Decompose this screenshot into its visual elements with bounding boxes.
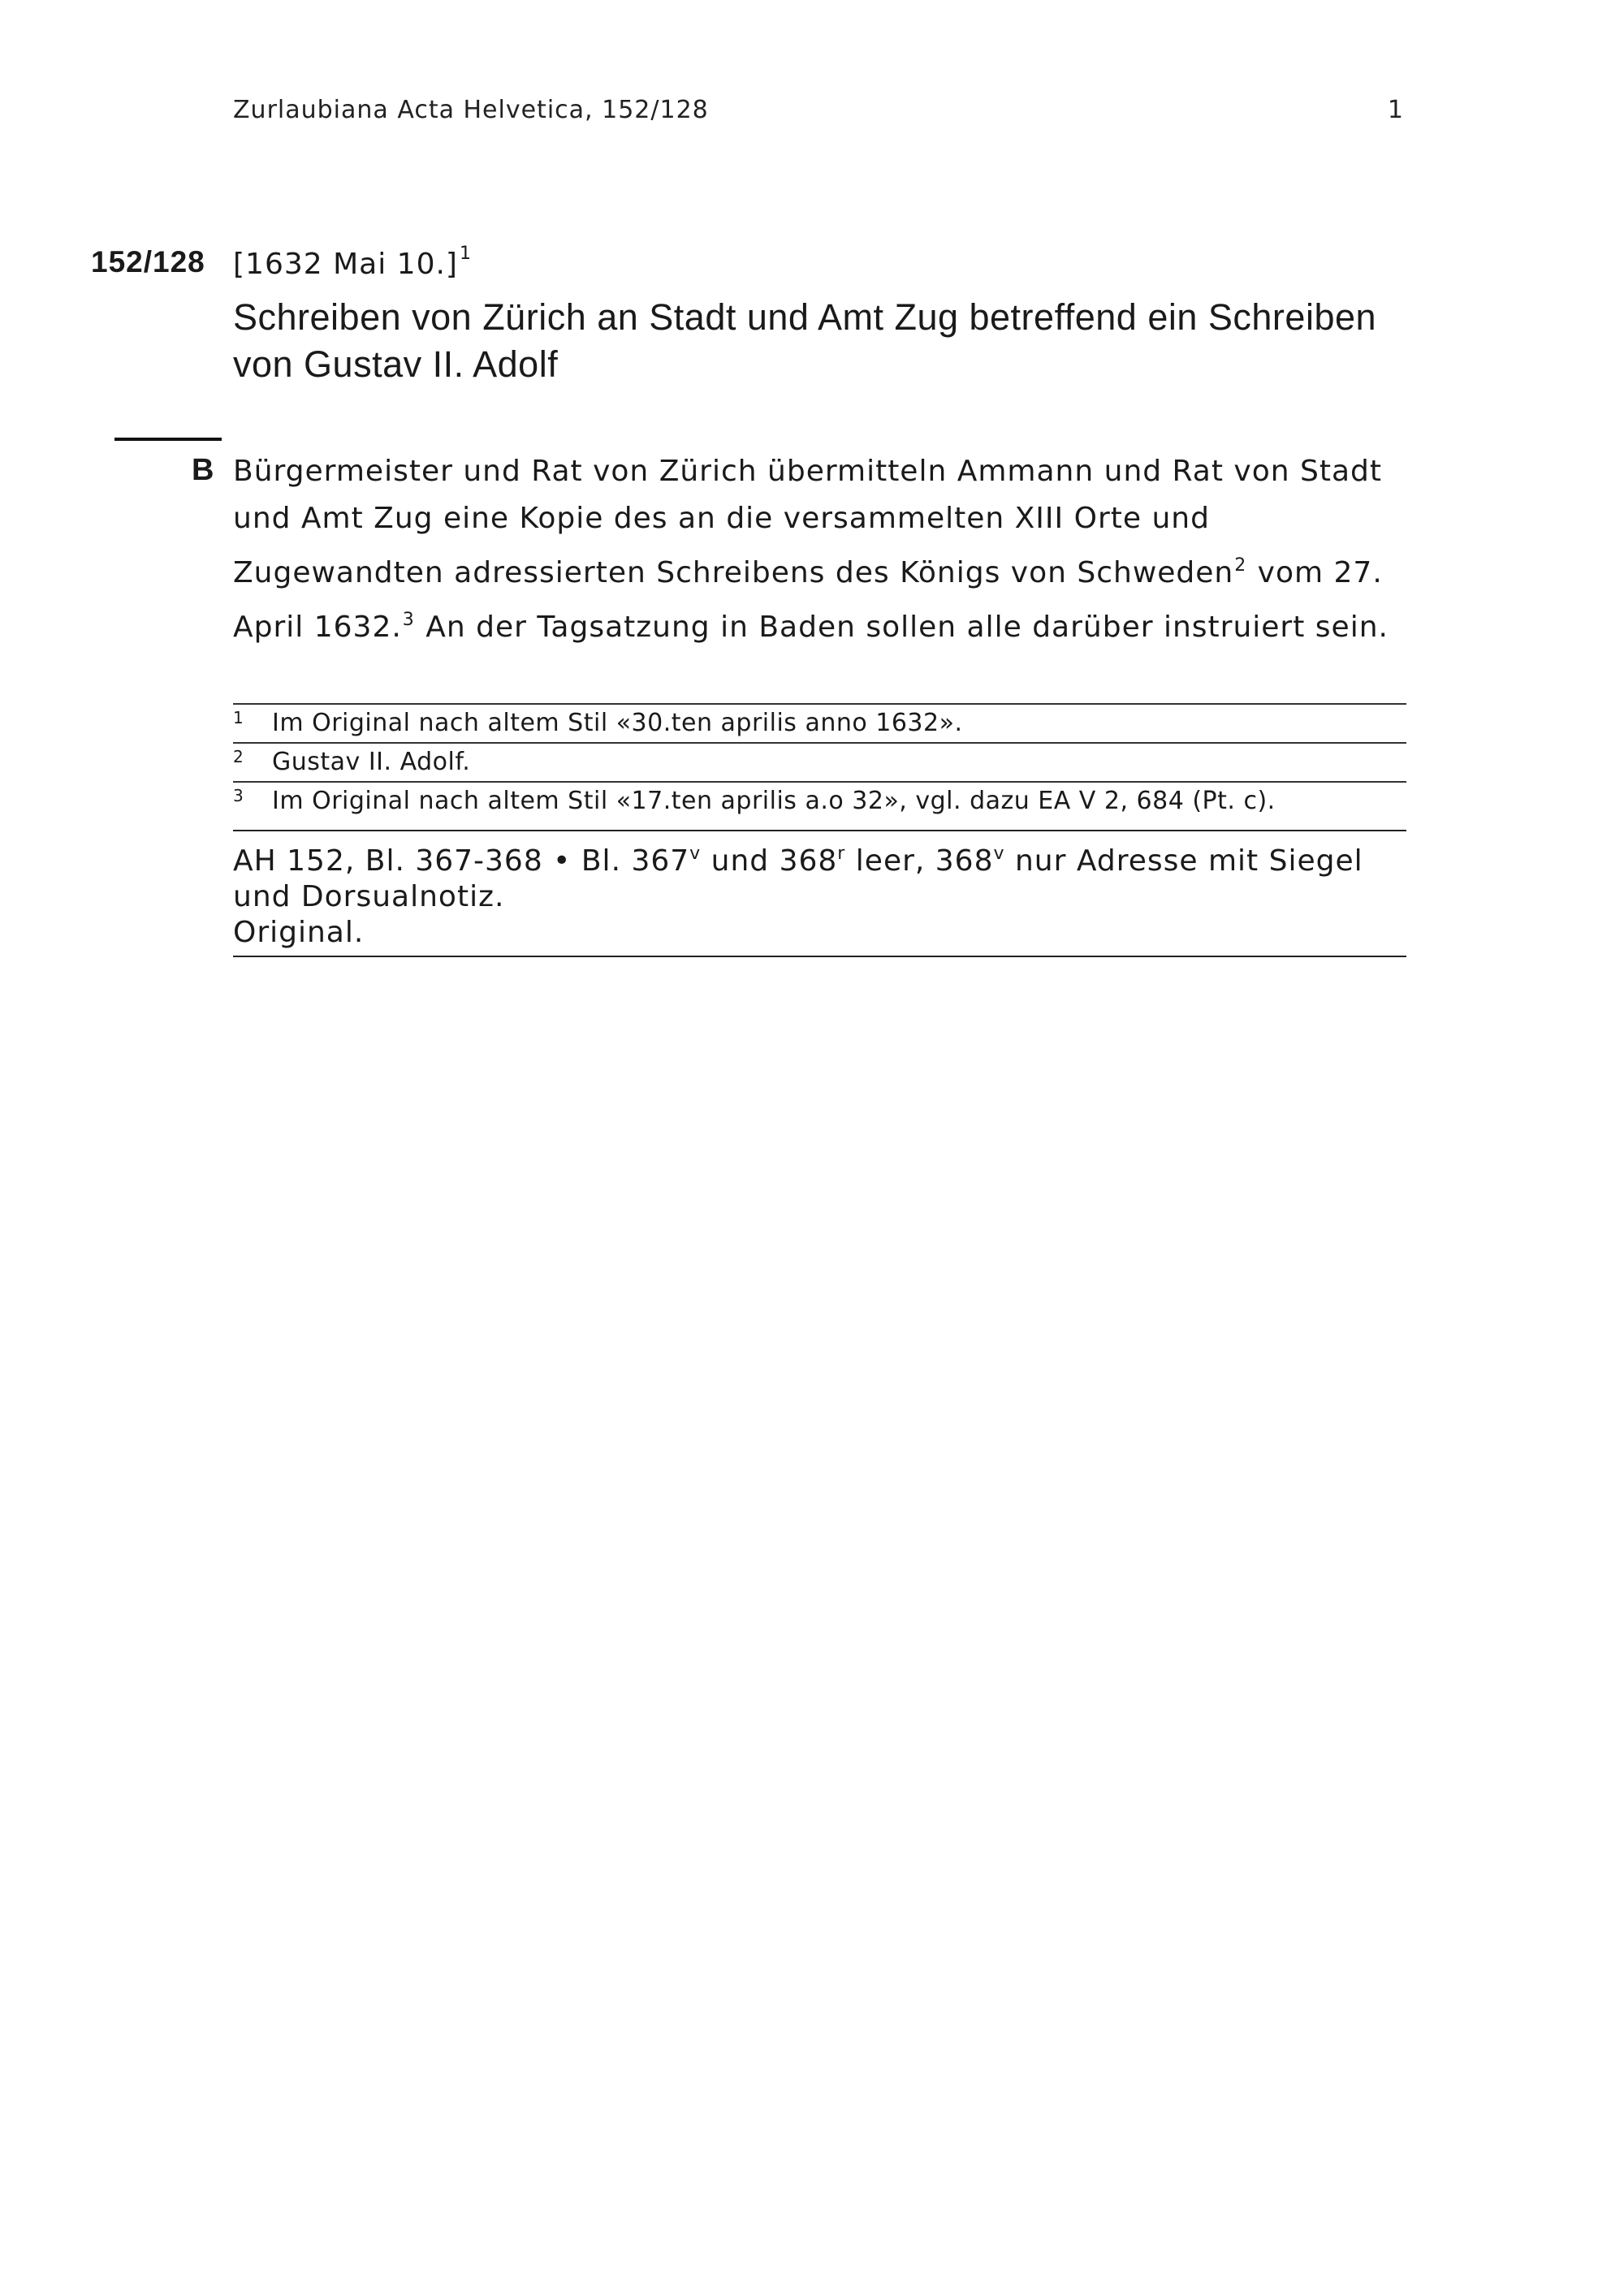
footnote-text: Gustav II. Adolf. [272, 748, 471, 776]
document-date [233, 244, 472, 281]
source-line-2: Original. [233, 916, 365, 949]
footnote-mark: 1 [233, 708, 244, 727]
document-number: 152/128 [91, 245, 205, 278]
footnote [233, 742, 1406, 781]
source-part-4: nur Adresse mit Siegel und Dorsualnotiz. [233, 844, 1363, 913]
source-sup-1: v [689, 844, 702, 864]
source-part-3: leer, 368 [845, 844, 994, 878]
document-title: Schreiben von Zürich an Stadt und Amt Zug betreffend ein Schreiben von Gustav II. Adolf [233, 296, 1377, 385]
regest-part-3: An der Tagsatzung in Baden sollen alle darüber instruiert sein. [415, 611, 1389, 644]
source-part-2: und 368 [701, 844, 838, 878]
footnote [233, 781, 1406, 820]
source-sup-3: v [993, 844, 1005, 864]
running-head: Zurlaubiana Acta Helvetica, 152/128 [233, 96, 709, 124]
source-citation [233, 830, 1406, 957]
footnote-ref-1: 1 [459, 244, 472, 264]
page-number: 1 [1387, 96, 1403, 124]
source-sup-2: r [837, 844, 846, 864]
regest-text [233, 448, 1410, 651]
date-text: [1632 Mai 10.] [233, 248, 458, 281]
footnote [233, 703, 1406, 742]
regest-part-2: vom 27. April 1632. [233, 556, 1383, 644]
footnotes [233, 703, 1406, 820]
source-part-1: AH 152, Bl. 367-368 • Bl. 367 [233, 844, 690, 878]
footnote-ref-3: 3 [402, 610, 415, 630]
footnote-mark: 2 [233, 747, 244, 766]
footnote-text: Im Original nach altem Stil «17.ten aprilis a.o 32», vgl. dazu EA V 2, 684 (Pt. c). [272, 787, 1276, 815]
footnote-text: Im Original nach altem Stil «30.ten aprilis anno 1632». [272, 709, 963, 737]
section-marker: B [192, 453, 214, 487]
source-line-1 [233, 836, 1406, 915]
footnote-mark: 3 [233, 786, 244, 805]
section-rule [114, 438, 222, 441]
footnote-ref-2: 2 [1234, 555, 1247, 576]
regest-part-1: Bürgermeister und Rat von Zürich übermitteln Ammann und Rat von Stadt und Amt Zug eine Kopie des an die versammelten XIII Orte und Zugewandten adressierten Schreibens des Königs von Schweden [233, 455, 1382, 589]
